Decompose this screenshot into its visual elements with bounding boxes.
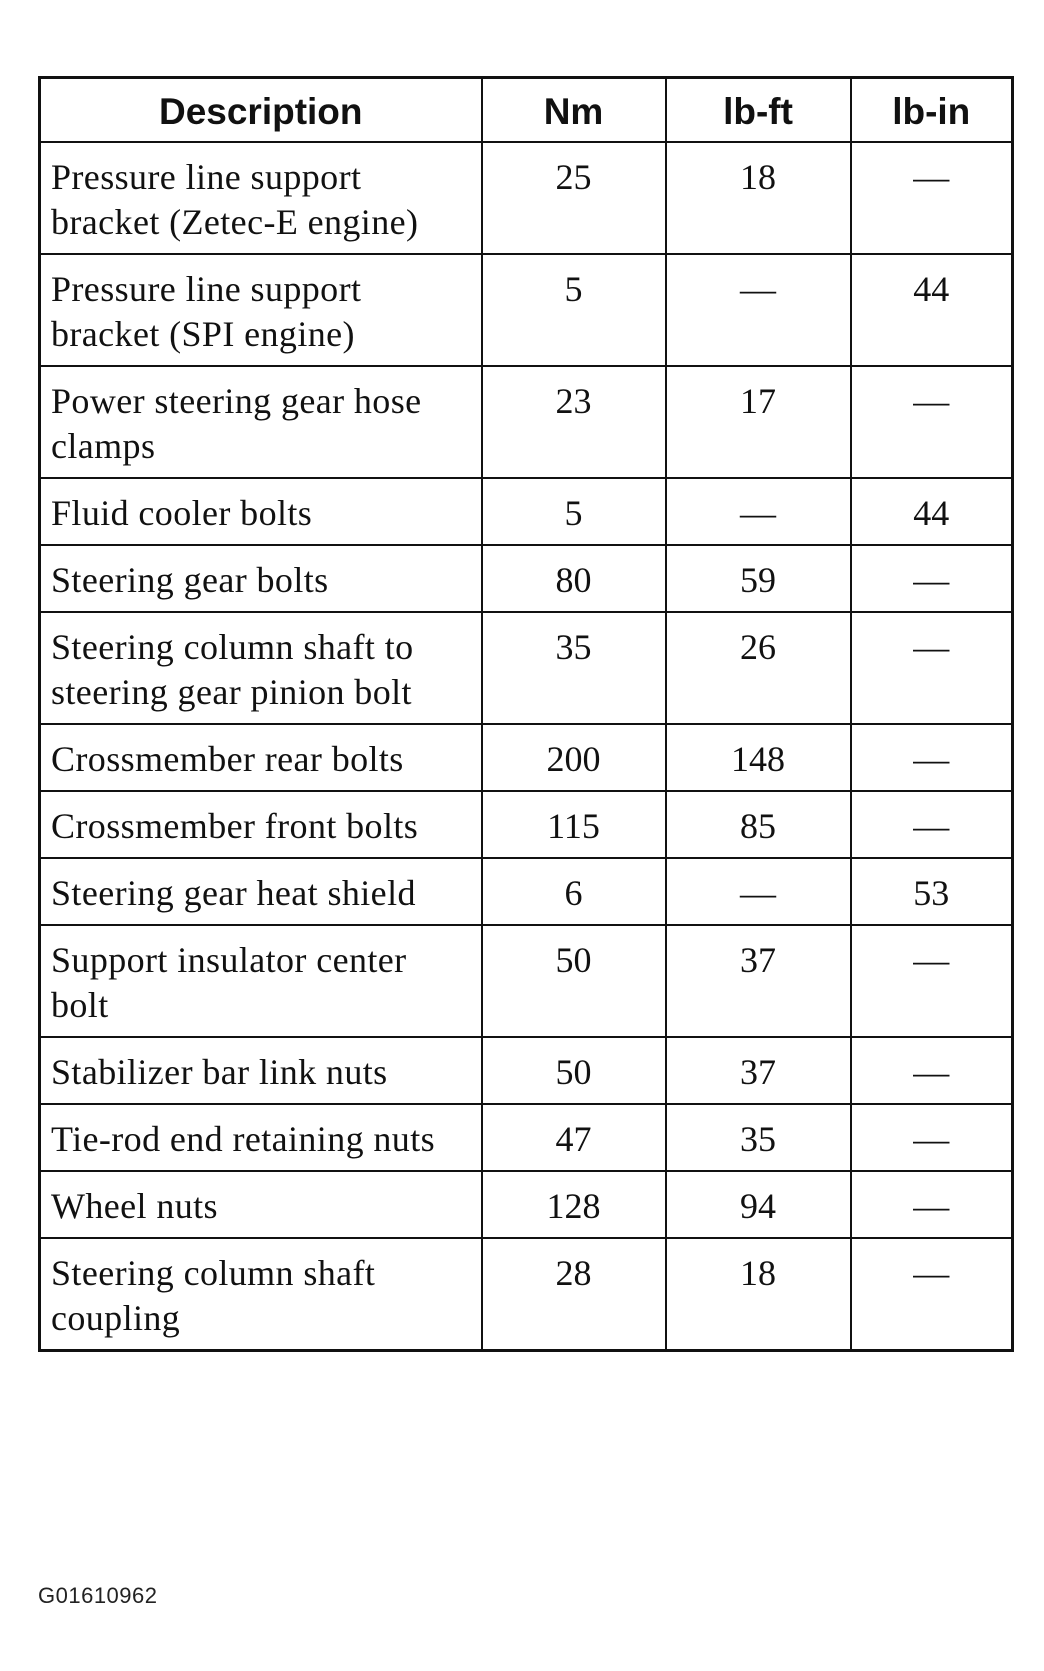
cell-lb-in: — [851, 1037, 1013, 1104]
cell-description: Wheel nuts [40, 1171, 482, 1238]
cell-description: Pressure line support bracket (SPI engine) [40, 254, 482, 366]
cell-nm: 200 [482, 724, 666, 791]
table-row [40, 858, 1013, 925]
cell-nm: 128 [482, 1171, 666, 1238]
cell-description: Steering gear bolts [40, 545, 482, 612]
table-row [40, 478, 1013, 545]
cell-description: Stabilizer bar link nuts [40, 1037, 482, 1104]
cell-lb-ft: 17 [666, 366, 851, 478]
table-row [40, 925, 1013, 1037]
cell-lb-in: — [851, 925, 1013, 1037]
cell-lb-ft: — [666, 858, 851, 925]
cell-lb-in: — [851, 1171, 1013, 1238]
table-row [40, 1238, 1013, 1351]
torque-spec-table [38, 76, 1014, 1352]
table-row [40, 1104, 1013, 1171]
cell-lb-in: 44 [851, 254, 1013, 366]
cell-description: Steering column shaft coupling [40, 1238, 482, 1351]
cell-nm: 5 [482, 478, 666, 545]
header-nm: Nm [482, 78, 666, 143]
cell-lb-ft: — [666, 478, 851, 545]
cell-nm: 80 [482, 545, 666, 612]
cell-description: Power steering gear hose clamps [40, 366, 482, 478]
cell-lb-in: — [851, 1238, 1013, 1351]
cell-lb-in: — [851, 366, 1013, 478]
cell-nm: 28 [482, 1238, 666, 1351]
cell-nm: 115 [482, 791, 666, 858]
table-row [40, 1171, 1013, 1238]
cell-description: Steering gear heat shield [40, 858, 482, 925]
cell-description: Fluid cooler bolts [40, 478, 482, 545]
cell-description: Crossmember front bolts [40, 791, 482, 858]
table-row [40, 142, 1013, 254]
table-header [40, 78, 1013, 143]
table-row [40, 724, 1013, 791]
table-body [40, 142, 1013, 1351]
cell-lb-in: — [851, 545, 1013, 612]
cell-nm: 6 [482, 858, 666, 925]
cell-lb-ft: 18 [666, 1238, 851, 1351]
cell-lb-in: — [851, 1104, 1013, 1171]
cell-lb-in: — [851, 791, 1013, 858]
cell-lb-ft: 85 [666, 791, 851, 858]
cell-lb-ft: 26 [666, 612, 851, 724]
cell-description: Tie-rod end retaining nuts [40, 1104, 482, 1171]
cell-description: Steering column shaft to steering gear pinion bolt [40, 612, 482, 724]
cell-lb-in: 44 [851, 478, 1013, 545]
cell-nm: 25 [482, 142, 666, 254]
table-row [40, 791, 1013, 858]
cell-lb-in: — [851, 612, 1013, 724]
table-row [40, 612, 1013, 724]
cell-lb-ft: 37 [666, 1037, 851, 1104]
cell-description: Support insulator center bolt [40, 925, 482, 1037]
cell-lb-ft: — [666, 254, 851, 366]
table-row [40, 545, 1013, 612]
cell-nm: 50 [482, 925, 666, 1037]
cell-nm: 23 [482, 366, 666, 478]
figure-id-caption: G01610962 [38, 1583, 158, 1608]
cell-lb-ft: 37 [666, 925, 851, 1037]
cell-nm: 47 [482, 1104, 666, 1171]
cell-lb-ft: 35 [666, 1104, 851, 1171]
cell-nm: 35 [482, 612, 666, 724]
cell-nm: 50 [482, 1037, 666, 1104]
cell-lb-ft: 18 [666, 142, 851, 254]
cell-lb-in: — [851, 724, 1013, 791]
cell-lb-ft: 148 [666, 724, 851, 791]
header-row [40, 78, 1013, 143]
header-lb-ft: lb-ft [666, 78, 851, 143]
header-description: Description [40, 78, 482, 143]
table-row [40, 1037, 1013, 1104]
cell-description: Pressure line support bracket (Zetec-E engine) [40, 142, 482, 254]
cell-lb-in: 53 [851, 858, 1013, 925]
cell-description: Crossmember rear bolts [40, 724, 482, 791]
cell-nm: 5 [482, 254, 666, 366]
cell-lb-ft: 94 [666, 1171, 851, 1238]
cell-lb-in: — [851, 142, 1013, 254]
header-lb-in: lb-in [851, 78, 1013, 143]
cell-lb-ft: 59 [666, 545, 851, 612]
table-row [40, 366, 1013, 478]
table-row [40, 254, 1013, 366]
